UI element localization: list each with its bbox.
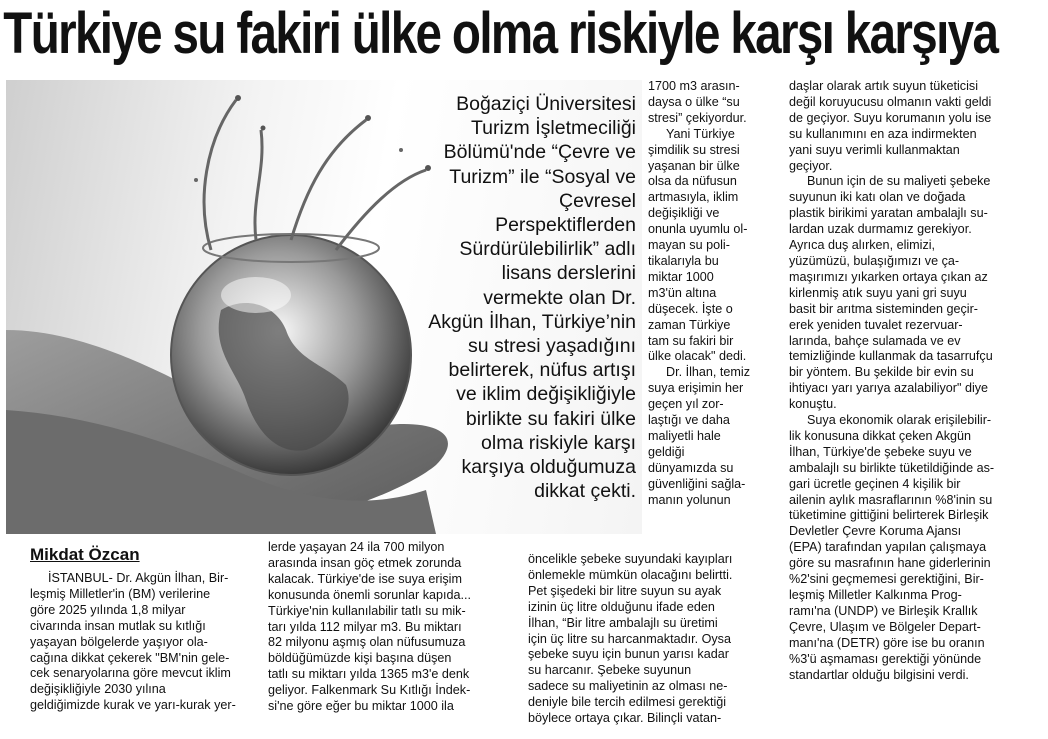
text-line: vermekte olan Dr. [483, 286, 636, 309]
text-line: olma riskiyle karşı [481, 431, 636, 454]
text-line: ambalajlı su birlikte tüketildiğinde as- [789, 460, 995, 475]
text-line: standartlar olduğu bilgisini verdi. [789, 667, 969, 682]
text-line: manın yolunun [648, 492, 731, 507]
text-line: lisans derslerini [501, 262, 636, 285]
text-line: suya erişimin her [648, 381, 744, 396]
text-line: Perspektiflerden [495, 214, 636, 237]
text-line: geçen yıl zor- [648, 397, 724, 412]
text-line: ihtiyacı yarı yarıya azalabiliyor" diye [789, 381, 989, 396]
text-line: daysa o ülke “su [648, 94, 740, 109]
article-column-2 [268, 540, 508, 715]
text-line: önlemekle mümkün olacağını belirtti. [528, 567, 733, 582]
text-line: su kullanımını en aza indirmekten [789, 126, 977, 141]
text-line: ailenin aylık masraflarının %8'inin su [789, 492, 993, 507]
text-line: belirterek, nüfus artışı [448, 359, 636, 382]
byline: Mikdat Özcan [30, 545, 140, 564]
text-line: güvenliğini sağla- [648, 476, 746, 491]
text-line: leşmiş Milletler Kalkınma Prog- [789, 588, 962, 602]
text-line: cağına dikkat çekerek "BM'nin gele- [30, 650, 230, 665]
text-line: Sürdürülebilirlik” adlı [459, 238, 636, 261]
text-line: tikalarıyla bu [648, 253, 719, 268]
text-line: kirlenmiş atık suyu yani gri suyu [789, 285, 967, 300]
text-line: 1700 m3 arasın- [648, 79, 740, 93]
text-line: dünyamızda su [648, 460, 734, 475]
text-line: 82 milyonu aşmış olan nüfusumuza [268, 635, 466, 650]
text-line: Çevre, Ulaşım ve Bölgeler Depart- [789, 619, 981, 634]
text-line: m3'ün altına [648, 285, 717, 300]
text-line: geçiyor. [789, 158, 833, 173]
text-line: değişikliği ve [648, 206, 720, 221]
text-line: artmasıyla, iklim [648, 190, 739, 205]
text-line: laştığı ve daha [648, 413, 730, 428]
text-line: %2'sini geçmemesi gerektiğini, Bir- [789, 572, 984, 587]
text-line: ramı'na (UNDP) ve Birleşik Krallık [789, 603, 978, 618]
text-line: değil koruyucusu olmanın vakti geldi [789, 94, 992, 109]
text-line: su stresi yaşadığını [468, 335, 636, 358]
text-line: %3'ü aşmaması gerektiği yönünde [789, 651, 982, 666]
text-line: böylece ortaya çıkar. Bilinçli vatan- [528, 711, 722, 726]
text-line: konusunda önemli sorunlar kapıda... [268, 587, 472, 602]
text-line: larında, bahçe sulamada ve ev [789, 333, 961, 348]
text-line: Devletler Çevre Koruma Ajansı [789, 524, 962, 539]
text-line: mayan su poli- [648, 238, 730, 253]
text-line: geliyor. Falkenmark Su Kıtlığı İndek- [268, 683, 471, 698]
text-line: şebeke suyu için bunun yarısı kadar [528, 647, 729, 662]
text-line: birlikte su fakiri ülke [465, 407, 636, 430]
text-line: yüzümüzü, bulaşığımızı ve ça- [789, 253, 960, 268]
text-line: İlhan, “Bir litre ambalajlı su üretimi [528, 615, 718, 630]
text-line: Yani Türkiye [666, 126, 735, 141]
text-line: bir yöntem. Bu şekilde bir evin su [789, 365, 974, 380]
text-line: Suya ekonomik olarak erişilebilir- [807, 413, 992, 428]
text-line: si'ne göre eğer bu miktar 1000 ila [268, 699, 454, 714]
text-line: manı'na (DETR) göre ise bu oranın [789, 635, 985, 650]
text-line: yaşanan bir ülke [648, 158, 740, 173]
text-line: suyunun iki katı olan ve doğada [789, 190, 966, 205]
text-line: geldiği [648, 444, 685, 459]
article-column-4 [789, 79, 1044, 683]
text-line: düşecek. İşte o [648, 301, 733, 316]
text-line: maşırımızı yıkarken ortaya çıkan az [789, 269, 988, 284]
text-line: dikkat çekti. [534, 480, 636, 503]
text-line: Bunun için de su maliyeti şebeke [807, 174, 991, 189]
article-photo [6, 80, 642, 534]
text-line: onunla uyumlu ol- [648, 222, 748, 237]
text-line: tatlı su miktarı yılda 1365 m3'e denk [268, 667, 470, 682]
text-line: Pet şişedeki bir litre suyun su ayak [528, 583, 722, 598]
text-line: İlhan, Türkiye'de şebeke suyu ve [789, 444, 972, 459]
text-line: plastik birikimi yaratan ambalajlı su- [789, 206, 988, 221]
text-line: şimdilik su stresi [648, 142, 740, 157]
text-line: su harcanır. Şebeke suyunun [528, 663, 692, 678]
text-line: stresi” çekiyordur. [648, 110, 747, 125]
text-line: sadece su maliyetinin az olması ne- [528, 679, 728, 694]
photo-caption [400, 92, 636, 503]
text-line: leşmiş Milletler'in (BM) verilerine [30, 586, 211, 601]
text-line: Boğaziçi Üniversitesi [456, 93, 636, 115]
text-line: böldüğümüzde kişi başına düşen [268, 651, 452, 666]
text-line: temizliğinde kullanmak da tasarrufçu [789, 349, 993, 364]
text-line: basit bir arıtma sisteminden geçir- [789, 301, 978, 316]
text-line: ülke olacak" dedi. [648, 349, 747, 364]
text-line: yani suyu verimli kullanmaktan [789, 142, 960, 157]
text-line: izinin üç litre olduğunu ifade eden [528, 599, 715, 614]
text-line: Ayrıca duş alırken, elimizi, [789, 238, 936, 253]
text-line: İSTANBUL- Dr. Akgün İlhan, Bir- [48, 571, 229, 585]
text-line: için üç litre su harcanmaktadır. Oysa [528, 631, 731, 646]
text-line: ve iklim değişikliğiyle [456, 383, 636, 406]
text-line: yaşayan bölgelerde yaşıyor ola- [30, 634, 208, 649]
article-column-3-bottom [528, 552, 783, 727]
text-line: öncelikle şebeke suyundaki kayıpları [528, 552, 733, 566]
text-line: konuştu. [789, 397, 837, 412]
text-line: değişikliğiyle 2030 yılına [30, 682, 166, 697]
text-line: lik konusuna dikkat çeken Akgün [789, 428, 972, 443]
text-line: zaman Türkiye [648, 317, 731, 332]
text-line: miktar 1000 [648, 269, 714, 284]
article-column-3-top [648, 79, 778, 508]
text-line: gari ücretle geçinen 4 kişilik bir [789, 476, 961, 491]
text-line: de geçiyor. Suyu korumanın yolu ise [789, 110, 992, 125]
text-line: Turizm İşletmeciliği [470, 117, 636, 140]
text-line: tarı yılda 112 milyar m3. Bu miktarı [268, 619, 462, 634]
text-line: maliyetli hale [648, 428, 721, 443]
text-line: deniyle bile tercih edilmesi gerektiği [528, 695, 727, 710]
text-line: civarında insan mutlak su kıtlığı [30, 618, 206, 633]
text-line: Çevresel [559, 189, 636, 212]
text-line: lerde yaşayan 24 ila 700 milyon [268, 540, 445, 554]
text-line: cek senaryolarına göre mevcut iklim [30, 666, 231, 681]
text-line: daşlar olarak artık suyun tüketicisi [789, 79, 978, 93]
text-line: Dr. İlhan, temiz [666, 365, 750, 380]
text-line: kalacak. Türkiye'de ise suya erişim [268, 571, 462, 586]
text-line: olsa da nüfusun [648, 174, 737, 189]
text-line: Türkiye'nin kullanılabilir tatlı su mik- [268, 603, 466, 618]
text-line: Akgün İlhan, Türkiye’nin [428, 310, 636, 333]
article-column-1 [30, 571, 250, 714]
text-line: Bölümü'nde “Çevre ve [443, 141, 636, 164]
text-line: tüketimine gittiğini belirterek Birleşik [789, 508, 989, 523]
text-line: geldiğimizde kurak ve yarı-kurak yer- [30, 698, 236, 713]
text-line: göre su masrafının hane giderlerinin [789, 556, 991, 571]
text-line: karşıya olduğumuza [461, 456, 636, 479]
text-line: arasında insan göç etmek zorunda [268, 555, 462, 570]
text-line: göre 2025 yılında 1,8 milyar [30, 602, 186, 617]
text-line: lardan uzak durmamız gerekiyor. [789, 222, 972, 237]
text-line: erek yeniden tuvalet rezervuar- [789, 317, 963, 332]
text-line: (EPA) tarafından yapılan çalışmaya [789, 540, 987, 555]
text-line: Turizm” ile “Sosyal ve [449, 165, 636, 188]
headline: Türkiye su fakiri ülke olma riskiyle karşı karşıya [3, 1, 998, 66]
text-line: tam su fakiri bir [648, 333, 734, 348]
